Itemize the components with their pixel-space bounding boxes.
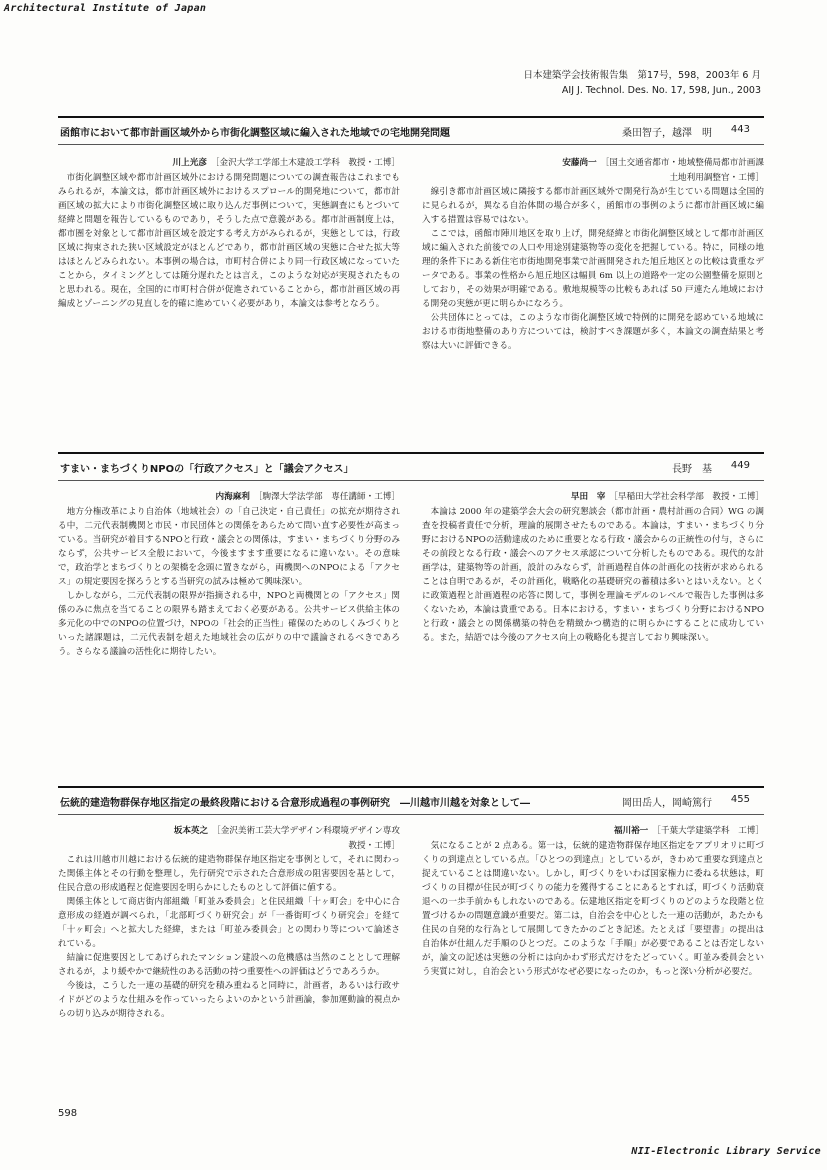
article-header	[58, 116, 764, 145]
reviewer-name: 福川裕一	[613, 826, 649, 836]
review-paragraph: 市街化調整区域や都市計画区域外における開発問題についての調査報告はこれまでもみられるが，本論文は，都市計画区域外におけるスプロール的開発地について，都市計画区域の拡大により市街化調整区域に取り込んだ事例について，実態調査にもとづいて経緯と問題を報告しているものであり，そうした点で意義がある。都市計画制度上は，都市圏を対象として都市計画区域を設定する考え方がみられるが，実態としては，行政区域に拘束された狭い区域設定がほとんどであり，都市計画区域の実態に合せた拡大等はほとんどみられない。本事例の場合は，市町村合併により同一行政区域になっていたことから，タイミングとしては随分遅れたとは言え，このような対応が実現されたものと思われる。現在，全国的に市町村合併が促進されていることから，都市計画区域の再編成とゾーニングの見直しを的確に進めていく必要があり，本論文は参考となろう。	[58, 173, 400, 309]
reviewer-affiliation-cont: 土地利用調整官・工博］	[669, 173, 764, 183]
reviewer-affiliation: ［千葉大学建築学科 工博］	[652, 826, 764, 836]
article-title: 伝統的建造物群保存地区指定の最終段階における合意形成過程の事例研究 ―川越市川越を対象として―	[60, 798, 530, 809]
article-authors: 桑田智子，越澤 明	[622, 128, 712, 139]
reviewer-name: 安藤尚一	[562, 158, 597, 168]
reviewer-name: 内海麻利	[215, 492, 250, 502]
review-paragraph: 地方分権改革により自治体（地域社会）の「自己決定・自己責任」の拡充が期待される中，二元代表制機関と市民・市民団体との関係をあらためて問い直す必要性が高まっている。当研究が着目するNPOと行政・議会との関係は，すまい・まちづくり分野のみならず，公共サービス全般において，今後ますます重要になるに違いない。その意味で，政治学とまちづくりとの架橋を念頭に置きながら，両機関へのNPOによる「アクセス」の規定要因を探ろうとする当研究の試みは極めて興味深い。	[58, 507, 400, 587]
journal-citation-en: AIJ J. Technol. Des. No. 17, 598, Jun., 2003	[561, 85, 761, 96]
reviewer-name: 早田 宰	[570, 492, 606, 502]
review-left	[58, 490, 400, 659]
footer-service-label: NII-Electronic Library Service	[631, 1146, 821, 1157]
article-header	[58, 786, 764, 815]
review-paragraph: 線引き都市計画区域に隣接する都市計画区域外で開発行為が生じている問題は全国的に見られるが，異なる自治体間の場合が多く，函館市の事例のように都市計画区域に編入する措置は容易ではない。	[422, 187, 764, 225]
archive-header-label: Architectural Institute of Japan	[4, 3, 207, 14]
reviewer-name: 坂本英之	[173, 826, 209, 836]
reviewer-affiliation: ［国土交通省都市・地域整備局都市計画課	[600, 158, 764, 168]
article-number: 443	[730, 124, 750, 135]
reviewer-affiliation: ［金沢美術工芸大学デザイン科環境デザイン専攻	[212, 826, 400, 836]
review-left	[58, 824, 400, 1021]
review-paragraph: しかしながら，二元代表制の限界が指摘される中，NPOと両機関との「アクセス」関係のみに焦点を当てることの限界も踏まえておく必要がある。公共サービス供給主体の多元化の中でのNPOの位置づけ，NPOの「社会的正当性」確保のためのしくみづくりといった諸課題は，二元代表制を超えた地域社会の広がりの中で議論されるべきであろう。さらなる議論の活性化に期待したい。	[58, 591, 400, 657]
review-paragraph: 関係主体として商店街内部組織「町並み委員会」と住民組織「十ヶ町会」を中心に合意形成の経過が調べられ，「北部町づくり研究会」が「一番街町づくり研究会」を経て「十ヶ町会」へと拡大した経緯，または「町並み委員会」との関わり等について論述されている。	[58, 897, 400, 949]
page-number: 598	[58, 1108, 78, 1119]
review-paragraph: 公共団体にとっては，このような市街化調整区域で特例的に開発を認めている地域における市街地整備のあり方については，検討すべき課題が多く，本論文の調査結果と考察は大いに評価できる。	[422, 313, 764, 351]
review-paragraph: 本論は 2000 年の建築学会大会の研究懇談会（都市計画・農村計画の合同）WG の調査を投稿者責任で分析，理論的展開させたものである。本論は，すまい・まちづくり分野におけるNPOの活動達成のために重要となる行政・議会からの正統性の付与，さらにその前段となる行政・議会へのアクセス承認について分析したものである。現代的な計画学は，建築物等の計画，設計のみならず，計画過程自体の計画化の技術が求められることは自明であるが，その計画化，戦略化の基礎研究の蓄積は多いとはいえない。とくに政策過程と計画過程の応答に関して，事例を理論モデルのレベルで報告した事例は多くないため，本論は貴重である。日本における，すまい・まちづくり分野におけるNPOと行政・議会との関係構築の特色を精緻かつ構造的に明らかにすることに成功している。また，結語では今後のアクセス向上の戦略化も提言しており興味深い。	[422, 507, 764, 643]
article-number: 455	[730, 794, 750, 805]
reviewer-name: 川上光彦	[172, 158, 207, 168]
article-title: 函館市において都市計画区域外から市街化調整区域に編入された地域での宅地開発問題	[60, 128, 450, 139]
review-left	[58, 156, 400, 311]
article-title: すまい・まちづくりNPOの「行政アクセス」と「議会アクセス」	[60, 464, 354, 475]
article-authors: 岡田岳人，岡崎篤行	[622, 798, 712, 809]
review-right	[422, 156, 764, 353]
reviewer-affiliation: ［金沢大学工学部土木建設工学科 教授・工博］	[210, 158, 400, 168]
article-number: 449	[730, 460, 750, 471]
journal-citation-jp: 日本建築学会技術報告集 第17号，598，2003年 6 月	[523, 70, 761, 81]
article-authors: 長野 基	[672, 464, 712, 475]
reviewer-affiliation-cont: 教授・工博］	[348, 841, 400, 851]
review-paragraph: 気になることが 2 点ある。第一は，伝統的建造物群保存地区指定をアプリオリに町づくりの到達点としている点。「ひとつの到達点」としているが，きわめて重要な到達点と捉えていることは間違いない。しかし，町づくりをいわば国家権力に委ねる状態は，町づくりの目標が住民が町づくりの能力を獲得することにあるとすれば，町づくり活動衰退への一歩手前かもしれないのである。伝建地区指定を町づくりのどのような段階と位置づけるかの問題意識が重要だ。第二は，自治会を中心とした一連の活動が，あたかも住民の自発的な行為として展開してきたかのごとき記述。たとえば「要望書」の提出は自治体が仕組んだ手順のひとつだ。このような「手順」が必要であることは否定しないが，論文の記述は実態の分析には向かわず形式だけをたどっていく。町並み委員会という実質に対し，自治会という形式がなぜ必要になったのか，もっと深い分析が必要だ。	[422, 841, 764, 977]
review-right	[422, 490, 764, 645]
review-right	[422, 824, 764, 979]
review-paragraph: これは川越市川越における伝統的建造物群保存地区指定を事例として，それに関わった関係主体とその行動を整理し，先行研究で示された合意形成の阻害要因を基として，住民合意の形成過程と促進要因を明らかにしたものとして評価に値する。	[58, 855, 400, 893]
article-header	[58, 452, 764, 481]
journal-citation	[524, 68, 761, 98]
review-paragraph: ここでは，函館市陣川地区を取り上げ，開発経緯と市街化調整区域として都市計画区域に編入された前後での人口や用途別建築物等の変化を把握している。特に，同様の地理的条件下にある新住宅市街地開発事業で計画開発された旭丘地区との比較は貴重なデータである。事業の性格から旭丘地区は幅員 6m 以上の道路や一定の公園整備を原則としており，その効果が明確である。敷地規模等の比較もあれば 50 戸連たん地域における開発の実態が更に明らかになろう。	[422, 229, 764, 309]
review-paragraph: 今後は，こうした一連の基礎的研究を積み重ねると同時に，計画者，あるいは行政サイドがどのような仕組みを作っていったらよいのかという計画論，参加運動論的視点からの切り込みが期待される。	[58, 981, 400, 1019]
reviewer-affiliation: ［早稲田大学社会科学部 教授・工博］	[609, 492, 764, 502]
review-paragraph: 結論に促進要因としてあげられたマンション建設への危機感は当然のこととして理解されるが，より緩やかで継続性のある活動の持つ重要性への評価はどうであろうか。	[58, 953, 400, 977]
reviewer-affiliation: ［駒澤大学法学部 専任講師・工博］	[253, 492, 400, 502]
